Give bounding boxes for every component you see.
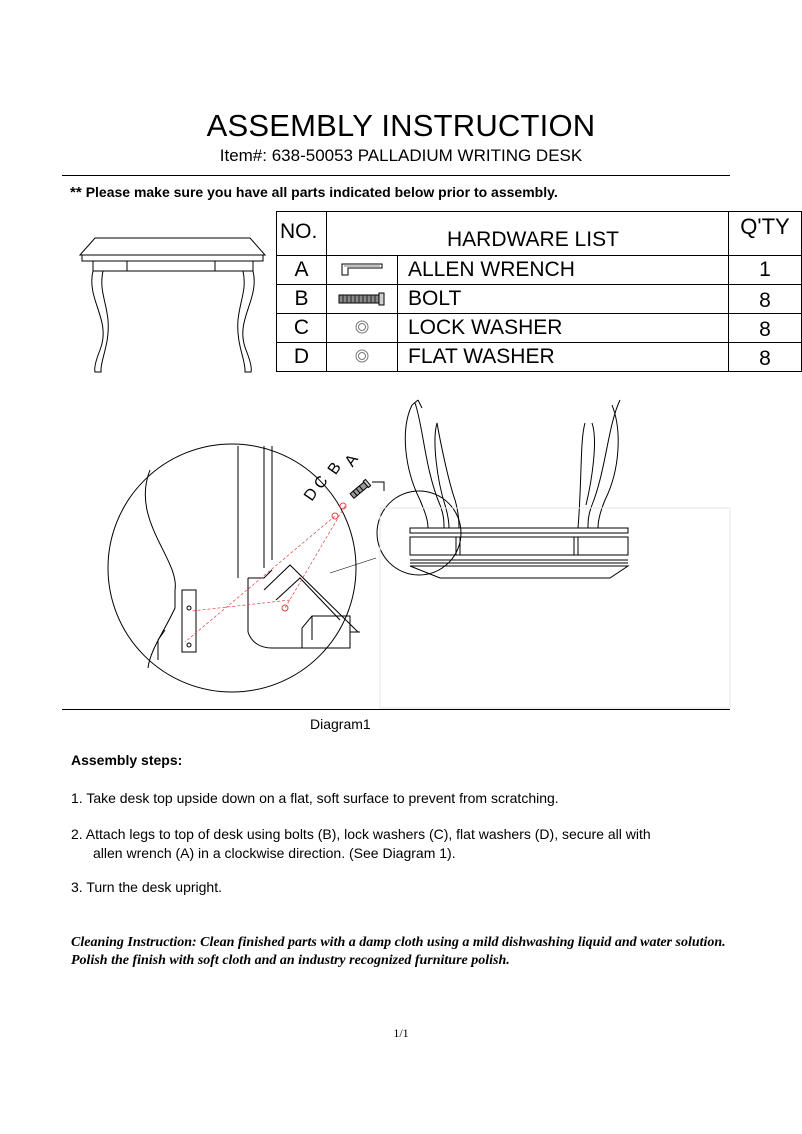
note-stars: ** <box>70 184 82 201</box>
header-no: NO. <box>277 212 327 256</box>
diagram-divider <box>62 709 730 710</box>
row-qty: 8 <box>729 314 802 343</box>
row-qty: 1 <box>729 256 802 285</box>
row-name: ALLEN WRENCH <box>398 256 729 285</box>
step-1: 1. Take desk top upside down on a flat, soft surface to prevent from scratching. <box>71 790 559 806</box>
note-text: Please make sure you have all parts indicated below prior to assembly. <box>85 184 558 200</box>
row-no: D <box>277 343 327 372</box>
label-d: D <box>301 485 322 505</box>
step-3: 3. Turn the desk upright. <box>71 879 222 895</box>
label-b: B <box>324 459 345 478</box>
diagram-caption: Diagram1 <box>310 716 371 732</box>
row-name: FLAT WASHER <box>398 343 729 372</box>
header-qty: Q'TY <box>729 212 802 256</box>
page-number: 1/1 <box>393 1026 409 1040</box>
steps-heading: Assembly steps: <box>71 752 183 768</box>
row-no: B <box>277 285 327 314</box>
row-no: A <box>277 256 327 285</box>
row-qty: 8 <box>729 285 802 314</box>
label-c: C <box>311 473 332 493</box>
label-a: A <box>341 451 362 470</box>
document-title: ASSEMBLY INSTRUCTION <box>206 108 596 143</box>
header-hardware-list: HARDWARE LIST <box>327 212 729 256</box>
step-2 <box>71 825 751 863</box>
step-2-line-2: allen wrench (A) in a clockwise direction. (See Diagram 1). <box>93 845 456 861</box>
item-number: Item#: 638-50053 PALLADIUM WRITING DESK <box>219 146 583 165</box>
cleaning-instruction: Cleaning Instruction: Clean finished parts with a damp cloth using a mild dishwashing liquid and water solution. Polish the finish with soft cloth and an industry recognized furniture polish. <box>71 935 726 968</box>
row-qty: 8 <box>729 343 802 372</box>
row-name: LOCK WASHER <box>398 314 729 343</box>
row-name: BOLT <box>398 285 729 314</box>
step-2-line-1: 2. Attach legs to top of desk using bolts (B), lock washers (C), flat washers (D), secure all with <box>71 826 651 842</box>
row-no: C <box>277 314 327 343</box>
